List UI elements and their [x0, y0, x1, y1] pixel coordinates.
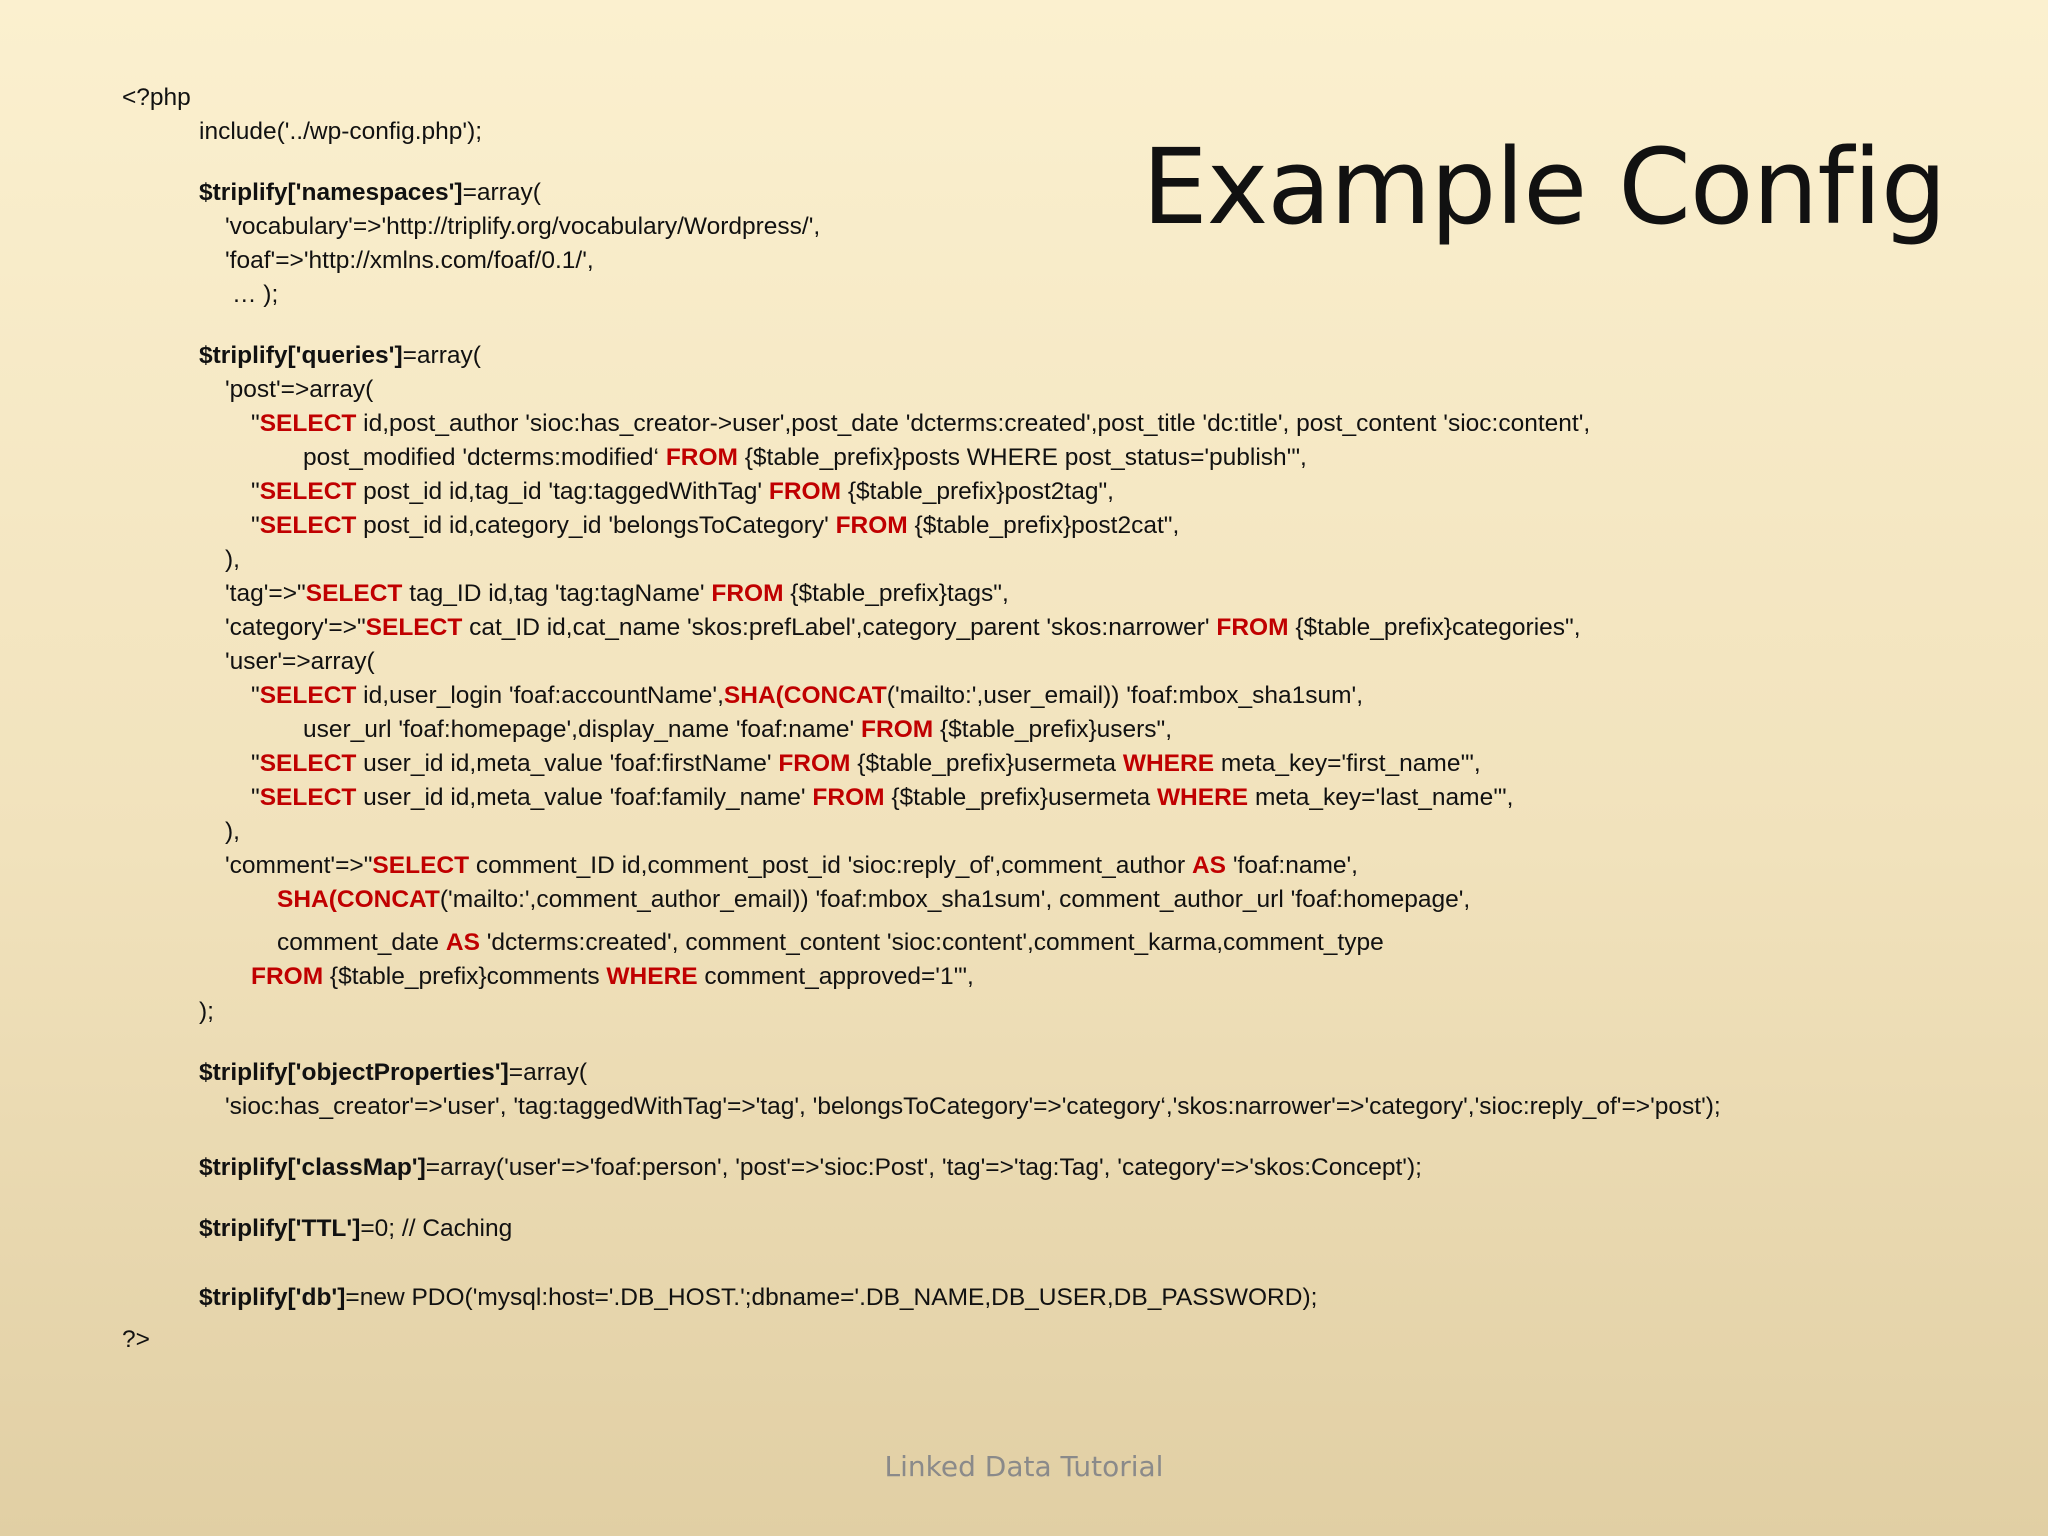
- code-line: comment_date AS 'dcterms:created', comment_content 'sioc:content',comment_karma,comment_type: [277, 929, 1384, 956]
- slide-title: Example Config: [1142, 126, 1946, 248]
- slide-footer: Linked Data Tutorial: [884, 1450, 1164, 1483]
- code-line: ?>: [122, 1326, 150, 1353]
- code-line: 'post'=>array(: [225, 376, 374, 403]
- code-line: $triplify['db']=new PDO('mysql:host='.DB_HOST.';dbname='.DB_NAME,DB_USER,DB_PASSWORD);: [199, 1284, 1318, 1311]
- code-line: user_url 'foaf:homepage',display_name 'foaf:name' FROM {$table_prefix}users",: [303, 716, 1173, 743]
- code-line: );: [199, 998, 214, 1025]
- code-line: "SELECT id,post_author 'sioc:has_creator->user',post_date 'dcterms:created',post_title 'dc:title', post_content 'sioc:content',: [251, 410, 1591, 437]
- code-line: 'user'=>array(: [225, 648, 375, 675]
- code-line: "SELECT post_id id,category_id 'belongsToCategory' FROM {$table_prefix}post2cat",: [251, 512, 1180, 539]
- code-line: $triplify['classMap']=array('user'=>'foaf:person', 'post'=>'sioc:Post', 'tag'=>'tag:Tag', 'category'=>'skos:Concept');: [199, 1154, 1422, 1181]
- code-line: "SELECT post_id id,tag_id 'tag:taggedWithTag' FROM {$table_prefix}post2tag",: [251, 478, 1114, 505]
- code-line: FROM {$table_prefix}comments WHERE comment_approved='1'",: [251, 963, 974, 990]
- code-line: <?php: [122, 84, 191, 111]
- code-line: 'tag'=>"SELECT tag_ID id,tag 'tag:tagName' FROM {$table_prefix}tags",: [225, 580, 1009, 607]
- code-line: "SELECT user_id id,meta_value 'foaf:firstName' FROM {$table_prefix}usermeta WHERE meta_key='first_name'",: [251, 750, 1481, 777]
- code-line: 'category'=>"SELECT cat_ID id,cat_name 'skos:prefLabel',category_parent 'skos:narrower' FROM {$table_prefix}categories",: [225, 614, 1581, 641]
- code-line: 'vocabulary'=>'http://triplify.org/vocabulary/Wordpress/',: [225, 213, 821, 240]
- code-line: ),: [225, 818, 240, 845]
- code-line: post_modified 'dcterms:modified‘ FROM {$table_prefix}posts WHERE post_status='publish'",: [303, 444, 1307, 471]
- code-line: … );: [232, 281, 279, 308]
- code-line: SHA(CONCAT('mailto:',comment_author_email)) 'foaf:mbox_sha1sum', comment_author_url 'foaf:homepage',: [277, 886, 1471, 913]
- code-line: 'comment'=>"SELECT comment_ID id,comment_post_id 'sioc:reply_of',comment_author AS 'foaf:name',: [225, 852, 1358, 879]
- code-line: include('../wp-config.php');: [199, 118, 483, 145]
- code-line: $triplify['queries']=array(: [199, 342, 481, 369]
- code-line: $triplify['TTL']=0; // Caching: [199, 1215, 513, 1242]
- code-line: $triplify['objectProperties']=array(: [199, 1059, 588, 1086]
- code-line: 'sioc:has_creator'=>'user', 'tag:taggedWithTag'=>'tag', 'belongsToCategory'=>'category‘,'skos:narrower'=>'category','sioc:reply_of'=>'post');: [225, 1093, 1721, 1120]
- code-line: 'foaf'=>'http://xmlns.com/foaf/0.1/',: [225, 247, 594, 274]
- code-line: "SELECT id,user_login 'foaf:accountName',SHA(CONCAT('mailto:',user_email)) 'foaf:mbox_sha1sum',: [251, 682, 1363, 709]
- code-line: $triplify['namespaces']=array(: [199, 179, 541, 206]
- code-block: [122, 0, 2002, 1360]
- code-line: ),: [225, 546, 240, 573]
- code-line: "SELECT user_id id,meta_value 'foaf:family_name' FROM {$table_prefix}usermeta WHERE meta_key='last_name'",: [251, 784, 1514, 811]
